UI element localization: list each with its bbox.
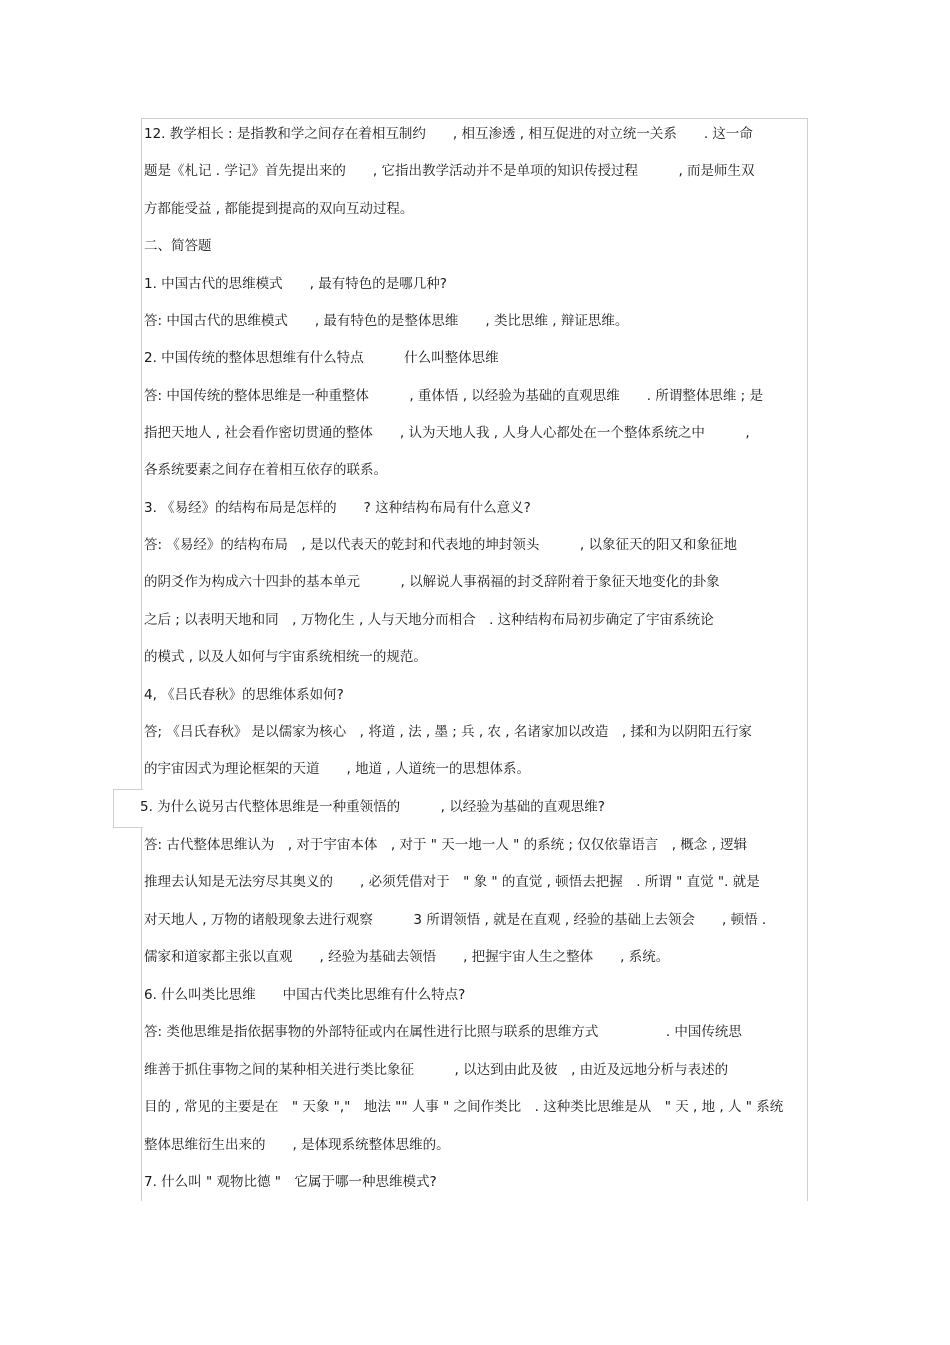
answer-3-line: 的阴爻作为构成六十四卦的基本单元 , 以解说人事祸福的封爻辞附着于象征天地变化的卦象 <box>144 574 720 590</box>
question-4: 4, 《吕氏春秋》的思维体系如何? <box>144 687 344 703</box>
question-6: 6. 什么叫类比思维 中国古代类比思维有什么特点? <box>144 987 466 1003</box>
answer-4-line: 的宇宙因式为理论框架的天道 , 地道 , 人道统一的思想体系。 <box>144 761 530 777</box>
text-line: 12. 教学相长 : 是指教和学之间存在着相互制约 , 相互渗透 , 相互促进的对立统一关系 . 这一命 <box>144 126 753 142</box>
answer-6-line: 目的 , 常见的主要是在 " 天象 "," 地法 "" 人事 " 之间作类比 . 这种类比思维是从 " 天 , 地 , 人 " 系统 <box>144 1099 784 1115</box>
answer-3-line: 的模式 , 以及人如何与宇宙系统相统一的规范。 <box>144 649 427 665</box>
text-line: 题是《札记 . 学记》首先提出来的 , 它指出教学活动并不是单项的知识传授过程 , 而是师生双 <box>144 163 755 179</box>
question-3: 3. 《易经》的结构布局是怎样的 ? 这种结构布局有什么意义? <box>144 500 531 516</box>
question-7: 7. 什么叫 " 观物比德 " 它属于哪一种思维模式? <box>144 1174 437 1190</box>
section-heading: 二、简答题 <box>144 238 212 254</box>
question-1: 1. 中国古代的思维模式 , 最有特色的是哪几种? <box>144 276 447 292</box>
answer-6-line: 答: 类他思维是指依据事物的外部特征或内在属性进行比照与联系的思维方式 . 中国传统思 <box>144 1024 742 1040</box>
answer-3-line: 答: 《易经》的结构布局 , 是以代表天的乾封和代表地的坤封领头 , 以象征天的阳又和象征地 <box>144 537 738 553</box>
question-5-margin-marker <box>113 789 143 828</box>
answer-5-line: 答: 古代整体思维认为 , 对于宇宙本体 , 对于 " 天一地一人 " 的系统 ; 仅仅依靠语言 , 概念 , 逻辑 <box>144 837 748 853</box>
answer-5-line: 对天地人 , 万物的诸般现象去进行观察 3 所谓领悟 , 就是在直观 , 经验的基础上去领会 , 顿悟 . <box>144 912 767 928</box>
answer-5-line: 儒家和道家都主张以直观 , 经验为基础去领悟 , 把握宇宙人生之整体 , 系统。 <box>144 949 670 965</box>
answer-1: 答: 中国古代的思维模式 , 最有特色的是整体思维 , 类比思维 , 辩证思维。 <box>144 313 629 329</box>
answer-4-line: 答; 《吕氏春秋》 是以儒家为核心 , 将道 , 法 , 墨 ; 兵 , 农 , 名诸家加以改造 , 揉和为以阴阳五行家 <box>144 724 752 740</box>
answer-2-line: 指把天地人 , 社会看作密切贯通的整体 , 认为天地人我 , 人身人心都处在一个整体系统之中 , <box>144 425 750 441</box>
answer-6-line: 维善于抓住事物之间的某种相关进行类比象征 , 以达到由此及彼 , 由近及远地分析与表述的 <box>144 1062 729 1078</box>
answer-5-line: 推理去认知是无法穷尽其奥义的 , 必须凭借对于 " 象 " 的直觉 , 顿悟去把握 . 所谓 " 直觉 ". 就是 <box>144 874 760 890</box>
question-5: 5. 为什么说另古代整体思维是一种重领悟的 , 以经验为基础的直观思维? <box>140 799 605 815</box>
answer-2-line: 各系统要素之间存在着相互依存的联系。 <box>144 462 387 478</box>
text-line: 方都能受益 , 都能提到提高的双向互动过程。 <box>144 201 414 217</box>
answer-3-line: 之后 ; 以表明天地和同 , 万物化生 , 人与天地分而相合 . 这种结构布局初步确定了宇宙系统论 <box>144 612 714 628</box>
answer-2-line: 答: 中国传统的整体思维是一种重整体 , 重体悟 , 以经验为基础的直观思维 . 所谓整体思维 ; 是 <box>144 388 764 404</box>
question-2: 2. 中国传统的整体思想维有什么特点 什么叫整体思维 <box>144 350 499 366</box>
answer-6-line: 整体思维衍生出来的 , 是体现系统整体思维的。 <box>144 1137 450 1153</box>
